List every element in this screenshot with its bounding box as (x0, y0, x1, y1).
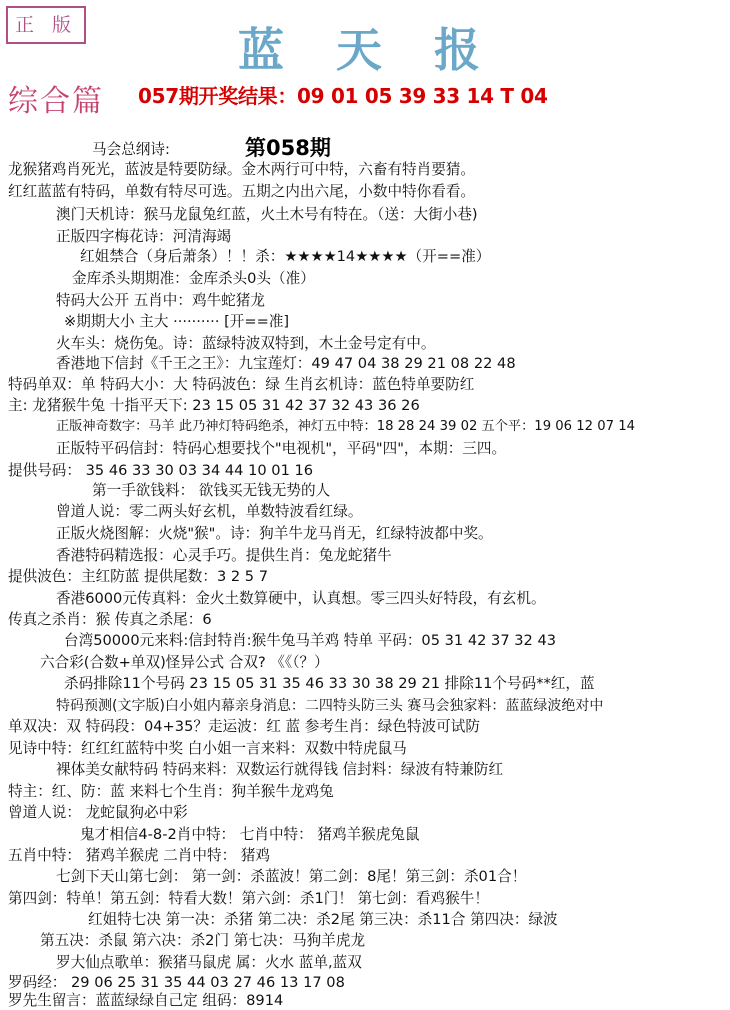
text-line: 五肖中特： 猪鸡羊猴虎 二肖中特： 猪鸡 (8, 847, 271, 864)
text-line: 马会总纲诗: (92, 141, 170, 158)
newspaper-title: 蓝天报 (238, 23, 532, 77)
text-line: 罗先生留言：蓝蓝绿绿自己定 组码：8914 (8, 992, 284, 1009)
text-line: 龙猴猪鸡肖死光，蓝波是特要防绿。金木两行可中特，六畜有特肖要猜。 (8, 161, 476, 178)
text-line: ※期期大小 主大 ·········· [开==准] (64, 313, 290, 330)
text-line: 主: 龙猪猴牛兔 十指平天下: 23 15 05 31 42 37 32 43 36 26 (8, 397, 420, 414)
text-line: 六合彩(合数+单双)怪异公式 合双? 《《（？） (40, 654, 329, 671)
text-line: 传真之杀肖：猴 传真之杀尾：6 (8, 611, 212, 628)
text-line: 金库杀头期期准：金库杀头0头（准） (72, 270, 315, 287)
text-line: 第五决：杀鼠 第六决：杀2门 第七决：马狗羊虎龙 (40, 932, 366, 949)
text-line: 曾道人说： 龙蛇鼠狗必中彩 (8, 804, 188, 821)
text-line: 香港6000元传真料：金火土数算硬中，认真想。零三四头好特段，有玄机。 (56, 590, 546, 607)
previous-result: 057期开奖结果：09 01 05 39 33 14 T 04 (138, 84, 548, 108)
genuine-stamp: 正 版 (6, 6, 86, 44)
text-line: 红红蓝蓝有特码，单数有特尽可选。五期之内出六尾，小数中特你看看。 (8, 183, 476, 200)
text-line: 裸体美女献特码 特码来料：双数运行就得钱 信封料：绿波有特兼防红 (56, 761, 504, 778)
text-line: 正版神奇数字：马羊 此乃神灯特码绝杀，神灯五中特：18 28 24 39 02 五个平：19 06 12 07 14 (56, 419, 635, 434)
text-line: 鬼才相信4-8-2肖中特： 七肖中特： 猪鸡羊猴虎兔鼠 (80, 826, 420, 843)
issue-number: 第058期 (245, 136, 331, 160)
text-line: 火车头：烧伤兔。诗：蓝绿特波双特到，木土金号定有中。 (56, 335, 436, 352)
text-line: 香港特码精选报：心灵手巧。提供生肖：兔龙蛇猪牛 (56, 547, 392, 564)
text-line: 特码预测(文字版)白小姐内幕亲身消息：二四特头防三头 赛马会独家料：蓝蓝绿波绝对中 (56, 698, 604, 714)
section-label: 综合篇 (8, 84, 104, 119)
text-line: 香港地下信封《千王之王》：九宝莲灯：49 47 04 38 29 21 08 22 48 (56, 355, 516, 372)
text-line: 正版四字梅花诗：河清海竭 (56, 228, 232, 245)
text-line: 提供波色：主红防蓝 提供尾数：3 2 5 7 (8, 568, 269, 585)
text-line: 特主：红、防：蓝 来料七个生肖：狗羊猴牛龙鸡兔 (8, 783, 334, 800)
text-line: 红姐特七决 第一决：杀猪 第二决：杀2尾 第三决：杀11合 第四决：绿波 (88, 911, 558, 928)
text-line: 曾道人说：零二两头好玄机，单数特波看红绿。 (56, 503, 363, 520)
text-line: 红姐禁合（身后萧条）！！杀：★★★★14★★★★（开==准） (80, 248, 491, 265)
text-line: 杀码排除11个号码 23 15 05 31 35 46 33 30 38 29 21 排除11个号码**红，蓝 (64, 675, 595, 692)
text-line: 特码单双：单 特码大小：大 特码波色：绿 生肖玄机诗：蓝色特单要防红 (8, 376, 475, 393)
text-line: 台湾50000元来料:信封特肖:猴牛兔马羊鸡 特单 平码：05 31 42 37 32 43 (64, 632, 557, 649)
text-line: 特码大公开 五肖中：鸡牛蛇猪龙 (56, 292, 265, 309)
text-line: 正版火烧图解：火烧"猴"。诗：狗羊牛龙马肖无，红绿特波都中奖。 (56, 525, 493, 542)
text-line: 第一手欲钱料： 欲钱买无钱无势的人 (92, 482, 331, 499)
text-line: 罗码经： 29 06 25 31 35 44 03 27 46 13 17 08 (8, 974, 345, 991)
text-line: 罗大仙点歌单：猴猪马鼠虎 属：火水 蓝单,蓝双 (56, 954, 362, 971)
text-line: 单双决：双 特码段：04+35？走运波：红 蓝 参考生肖：绿色特波可试防 (8, 718, 480, 735)
text-line: 第四剑：特单！第五剑：特看大数！第六剑：杀1门！ 第七剑：看鸡猴牛！ (8, 890, 489, 907)
text-line: 澳门天机诗：猴马龙鼠兔红蓝，火土木号有特在。（送：大街小巷) (56, 206, 478, 223)
text-line: 正版特平码信封：特码心想要找个"电视机"，平码"四"，本期：三四。 (56, 440, 507, 457)
text-line: 见诗中特：红红红蓝特中奖 白小姐一言来料：双数中特虎鼠马 (8, 740, 407, 757)
text-line: 提供号码： 35 46 33 30 03 34 44 10 01 16 (8, 462, 314, 479)
text-line: 七剑下天山第七剑： 第一剑：杀蓝波！第二剑：8尾！第三剑：杀01合！ (56, 868, 527, 885)
